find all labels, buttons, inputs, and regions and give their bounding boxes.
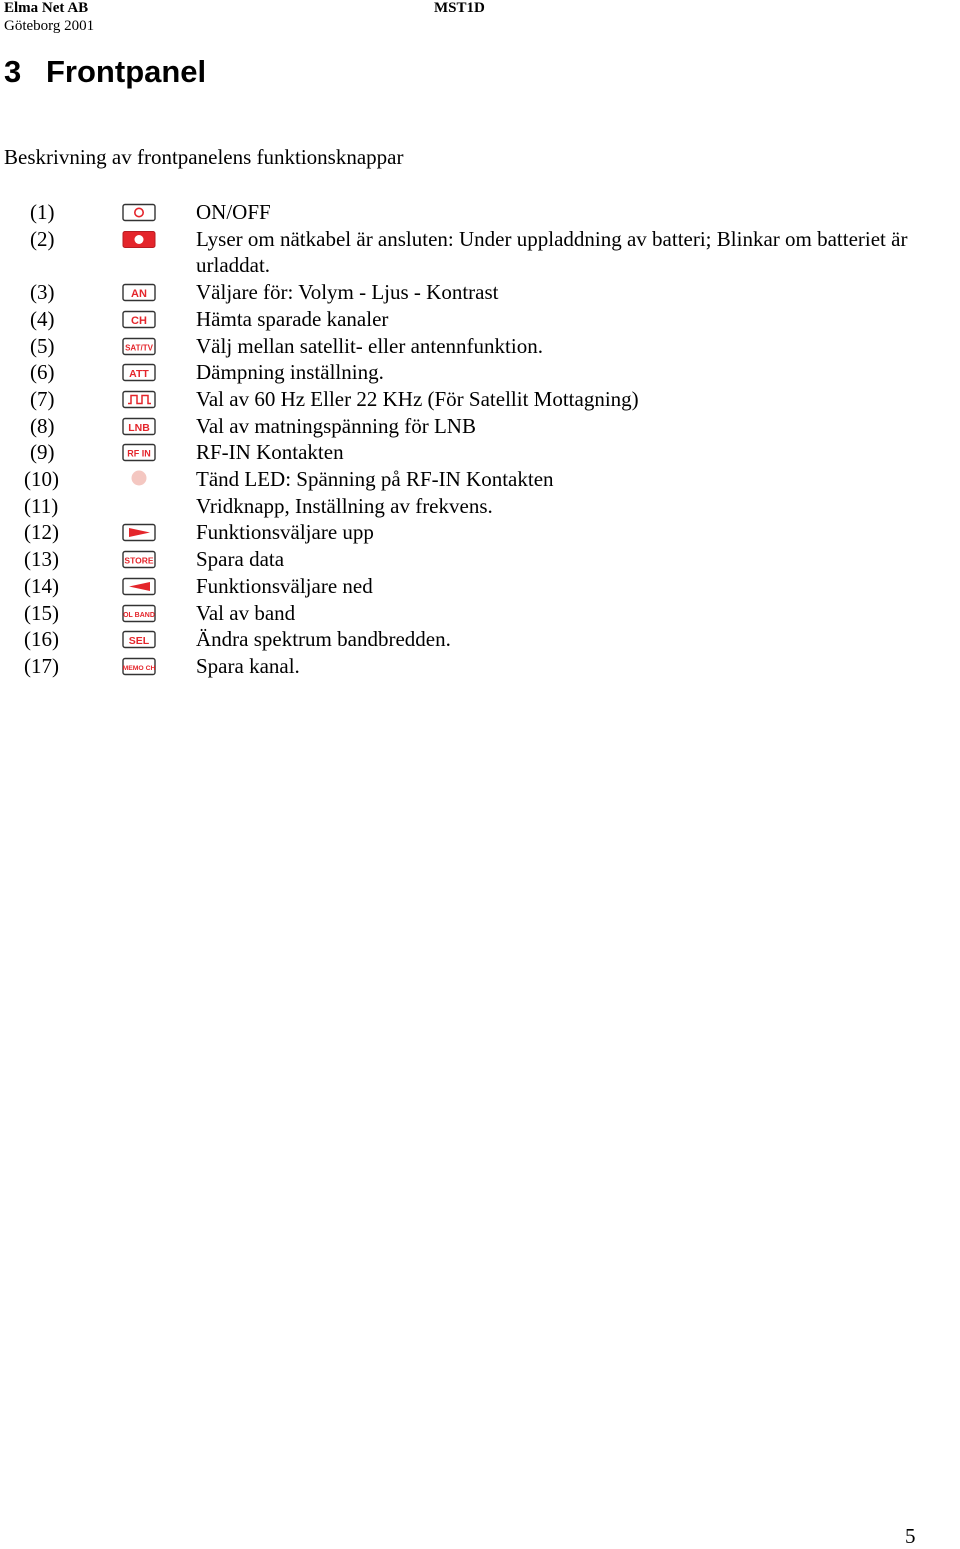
svg-text:RF IN: RF IN — [127, 448, 151, 459]
item-description: Spara data — [196, 547, 285, 572]
list-item — [0, 546, 960, 573]
list-item — [0, 333, 960, 360]
intro-text: Beskrivning av frontpanelens funktionsknappar — [4, 145, 404, 169]
store-key-icon — [122, 550, 157, 569]
list-item — [0, 493, 960, 520]
item-description: Val av band — [196, 600, 296, 625]
svg-text:OL BAND: OL BAND — [123, 611, 155, 619]
item-number: (15) — [24, 600, 59, 625]
item-description: RF-IN Kontakten — [196, 440, 344, 465]
sel-key-icon — [122, 630, 157, 649]
an-key-icon — [122, 283, 157, 302]
arrow-right-key-icon — [122, 523, 157, 542]
svg-text:ATT: ATT — [129, 368, 149, 381]
list-item — [0, 466, 960, 493]
list-item — [0, 626, 960, 653]
item-description: Val av 60 Hz Eller 22 KHz (För Satellit Mottagning) — [196, 386, 639, 411]
item-number: (17) — [24, 653, 59, 678]
item-number: (9) — [30, 440, 55, 465]
svg-text:LNB: LNB — [128, 421, 150, 434]
header-company: Elma Net AB — [4, 0, 89, 16]
item-description: Välj mellan satellit- eller antennfunktion. — [196, 333, 543, 358]
item-number: (13) — [24, 547, 59, 572]
item-number: (7) — [30, 386, 55, 411]
svg-text:MEMO CH: MEMO CH — [122, 664, 156, 672]
button-list — [0, 199, 960, 680]
page-number: 5 — [905, 1524, 916, 1548]
item-number: (16) — [24, 627, 59, 652]
item-description: Ändra spektrum bandbredden. — [196, 627, 451, 652]
list-item — [0, 413, 960, 440]
svg-text:SAT/TV: SAT/TV — [125, 343, 153, 353]
list-item — [0, 199, 960, 226]
item-number: (8) — [30, 413, 55, 438]
item-number: (2) — [30, 226, 55, 251]
list-item — [0, 226, 960, 279]
item-number: (14) — [24, 573, 59, 598]
item-number: (11) — [24, 493, 59, 518]
item-number: (1) — [30, 200, 55, 224]
list-item — [0, 279, 960, 306]
svg-text:AN: AN — [131, 288, 147, 301]
item-description: Vridknapp, Inställning av frekvens. — [196, 493, 493, 518]
item-number: (12) — [24, 520, 59, 545]
list-item — [0, 519, 960, 546]
att-key-icon — [122, 363, 157, 382]
lnb-key-icon — [122, 417, 157, 436]
item-description: Spara kanal. — [196, 653, 300, 678]
header-model: MST1D — [434, 0, 485, 16]
svg-text:SEL: SEL — [128, 635, 150, 648]
list-item — [0, 386, 960, 413]
section-number: 3 — [4, 54, 22, 89]
header-place-year: Göteborg 2001 — [4, 18, 95, 34]
item-description: ON/OFF — [196, 200, 271, 224]
list-item — [0, 573, 960, 600]
square-wave-key-icon — [122, 390, 157, 409]
item-number: (3) — [30, 280, 55, 305]
section-title — [4, 54, 206, 90]
item-description: Val av matningspänning för LNB — [196, 413, 476, 438]
arrow-left-key-icon — [122, 577, 157, 596]
ch-key-icon — [122, 310, 157, 329]
ol-band-key-icon — [122, 604, 157, 623]
item-number: (5) — [30, 333, 55, 358]
item-number: (6) — [30, 360, 55, 385]
item-description: Dämpning inställning. — [196, 360, 384, 385]
svg-text:CH: CH — [131, 314, 147, 327]
svg-text:STORE: STORE — [124, 555, 154, 566]
item-description: Tänd LED: Spänning på RF-IN Kontakten — [196, 467, 554, 492]
item-number: (4) — [30, 306, 55, 331]
item-description: Funktionsväljare upp — [196, 520, 374, 545]
sat-tv-key-icon — [122, 337, 157, 356]
list-item — [0, 439, 960, 466]
led-dot-icon — [122, 470, 157, 489]
item-description: Lyser om nätkabel är ansluten: Under uppladdning av batteri; Blinkar om batteriet är urladdat. — [196, 226, 908, 278]
list-item — [0, 653, 960, 680]
item-description: Funktionsväljare ned — [196, 573, 373, 598]
item-number: (10) — [24, 467, 59, 492]
item-description: Hämta sparade kanaler — [196, 306, 389, 331]
memo-ch-key-icon — [122, 657, 157, 676]
list-item — [0, 306, 960, 333]
power-ring-icon — [122, 203, 157, 222]
rf-in-key-icon — [122, 443, 157, 462]
list-item — [0, 359, 960, 386]
section-title-text: Frontpanel — [46, 54, 207, 89]
list-item — [0, 600, 960, 627]
charge-led-icon — [122, 230, 157, 249]
item-description: Väljare för: Volym - Ljus - Kontrast — [196, 280, 499, 305]
